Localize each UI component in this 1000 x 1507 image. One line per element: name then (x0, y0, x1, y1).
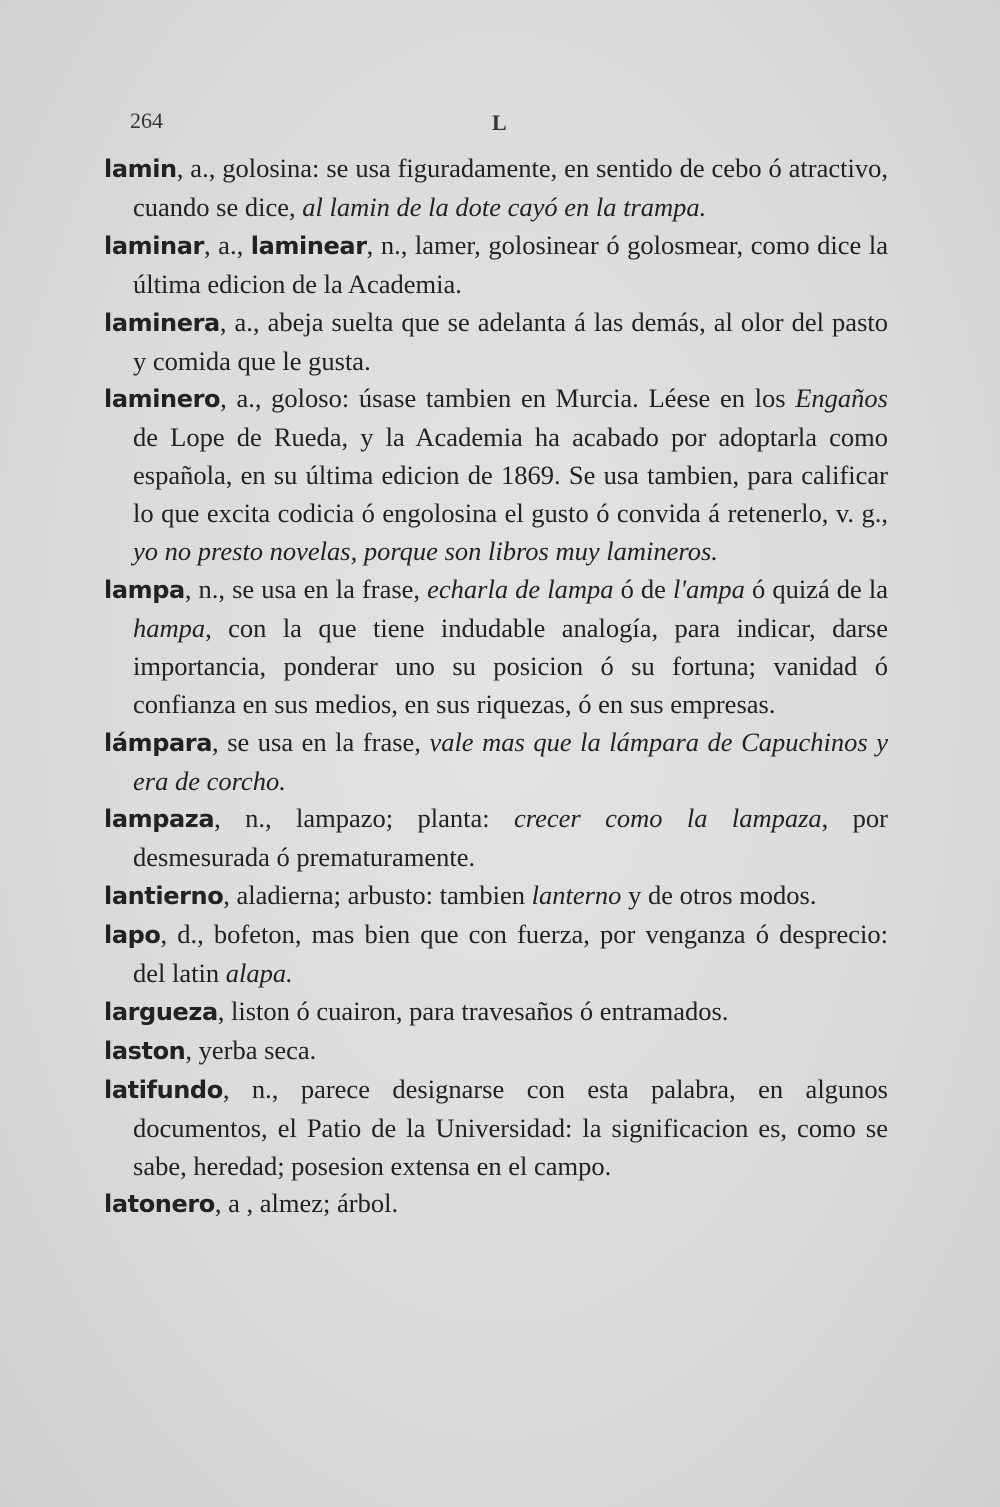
entry-definition: , n., parece designarse con esta palabra, en algunos documentos, el Patio de la Universidad: la significacion es, como se sabe, heredad; posesion extensa en el campo. (133, 1073, 888, 1181)
entry-headword: laminar (104, 231, 204, 260)
dictionary-entry (104, 1185, 888, 1224)
entry-definition: y de otros modos. (621, 880, 817, 911)
dictionary-entry (104, 304, 888, 381)
entry-example: alapa. (225, 958, 293, 989)
entry-variant-headword: laminear (250, 231, 367, 260)
entry-example: vale mas que la lámpara de Capuchinos y era de corcho. (133, 726, 888, 796)
entry-definition: , d., bofeton, mas bien que con fuerza, por venganza ó desprecio: del latin (133, 919, 888, 989)
entry-definition: ó de (613, 573, 673, 604)
dictionary-entry (104, 800, 888, 877)
entry-headword: lampa (104, 575, 185, 604)
entry-definition: , por desmesurada ó prematuramente. (133, 803, 888, 873)
entry-definition: , se usa en la frase, (212, 726, 430, 757)
entry-example: Engaños (795, 383, 888, 414)
entry-headword: lampaza (104, 805, 215, 834)
entry-headword: lapo (104, 921, 161, 950)
entry-definition: , n., se usa en la frase, (184, 573, 428, 604)
entry-example: crecer como la lampaza (514, 803, 822, 834)
dictionary-entry (104, 380, 888, 571)
entry-headword: laston (104, 1036, 186, 1065)
entry-example: lanterno (531, 880, 622, 911)
entry-example: yo no presto novelas, porque son libros muy lamineros. (133, 536, 718, 567)
dictionary-entry (104, 916, 888, 993)
entry-definition: , yerba seca. (185, 1034, 317, 1065)
entry-headword: lámpara (104, 728, 213, 757)
entry-definition: , a , almez; árbol. (214, 1188, 399, 1219)
entry-example: l'ampa (673, 573, 745, 604)
entry-definition: de Lope de Rueda, y la Academia ha acabado por adoptarla como española, en su última edicion de 1869. Se usa tambien, para calificar lo que excita codicia ó engolosina el gusto ó convida á retenerlo, v. g., (133, 422, 888, 529)
dictionary-entry (104, 1071, 888, 1186)
entry-headword: largueza (104, 997, 218, 1026)
entry-example: hampa (133, 612, 206, 643)
entry-example: al lamin de la dote cayó en la trampa. (302, 191, 707, 222)
entry-definition: , a., (203, 229, 251, 260)
entry-headword: lantierno (104, 882, 224, 911)
entry-definition: , liston ó cuairon, para travesaños ó entramados. (217, 995, 729, 1026)
entry-list (104, 150, 888, 1224)
page-header (130, 108, 890, 148)
dictionary-entry (104, 993, 888, 1032)
entry-definition: ó quizá de la (744, 573, 888, 604)
dictionary-entry (104, 571, 888, 724)
entry-headword: laminero (104, 385, 221, 414)
page-number: 264 (130, 108, 163, 133)
dictionary-entry (104, 1032, 888, 1071)
entry-example: echarla de lampa (427, 573, 614, 604)
entry-definition: , a., abeja suelta que se adelanta á las demás, al olor del pasto y comida que le gusta. (133, 306, 888, 376)
dictionary-entry (104, 724, 888, 801)
entry-definition: , n., lamer, golosinear ó golosmear, como dice la última edicion de la Academia. (133, 229, 888, 299)
entry-definition: , a., golosina: se usa figuradamente, en sentido de cebo ó atractivo, cuando se dice, (133, 153, 888, 222)
entry-definition: , a., goloso: úsase tambien en Murcia. Léese en los (220, 383, 796, 414)
entry-headword: latonero (104, 1190, 215, 1219)
running-head-letter: L (492, 110, 507, 135)
entry-headword: laminera (104, 308, 220, 337)
entry-definition: , n., lampazo; planta: (214, 803, 515, 834)
entry-definition: , con la que tiene indudable analogía, para indicar, darse importancia, ponderar uno su posicion ó su fortuna; vanidad ó confianza en sus medios, en sus riquezas, ó en sus empresas. (133, 612, 888, 719)
entry-headword: lamin (104, 155, 177, 183)
dictionary-entry (104, 877, 888, 916)
entry-headword: latifundo (104, 1075, 223, 1104)
entry-definition: , aladierna; arbusto: tambien (223, 880, 532, 911)
dictionary-entry (104, 150, 888, 227)
dictionary-entry (104, 227, 888, 304)
